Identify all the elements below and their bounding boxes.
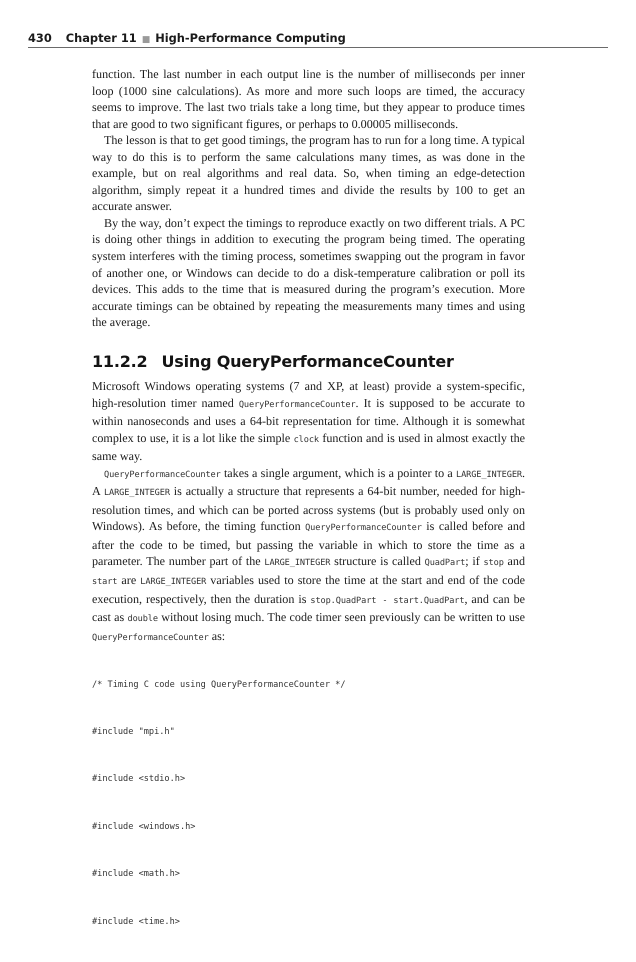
code-line: #include <math.h> — [92, 869, 180, 880]
inline-code: stop.QuadPart - start.QuadPart — [310, 595, 465, 606]
inline-code: stop — [483, 558, 504, 569]
code-line: /* Timing C code using QueryPerformanceCounter */ — [92, 679, 346, 690]
paragraph-3: By the way, don’t expect the timings to reproduce exactly on two different trials. A PC is doing other things in addition to executing the program being timed. The operating system interferes with the timing process, sometimes swapping out the program in favor of another one, or Windows can decide to do a disk-temperature calibration or poll its devices. This adds to the time that is measured during the program’s execution. More accurate timings can be obtained by repeating the measurements many times and using the average. — [92, 215, 525, 330]
inline-code: LARGE_INTEGER — [103, 488, 170, 499]
code-listing — [92, 646, 525, 962]
chapter-label: Chapter 11 — [65, 31, 137, 45]
inline-code: LARGE_INTEGER — [456, 469, 522, 480]
separator-square-icon: ■ — [141, 35, 151, 45]
section-number: 11.2.2 — [92, 352, 148, 371]
section-heading — [92, 352, 525, 371]
inline-code: QueryPerformanceCounter — [305, 523, 422, 534]
running-head — [28, 31, 346, 45]
chapter-title: High-Performance Computing — [155, 31, 346, 45]
inline-code: LARGE_INTEGER — [140, 577, 207, 588]
inline-code: QueryPerformanceCounter — [104, 469, 221, 480]
inline-code: QueryPerformanceCounter — [92, 632, 209, 643]
inline-code: double — [127, 614, 158, 625]
section-title: Using QueryPerformanceCounter — [161, 352, 454, 371]
body-text-top — [92, 66, 525, 331]
code-line: #include <time.h> — [92, 916, 180, 927]
header-rule — [28, 47, 608, 48]
inline-code: QuadPart — [424, 558, 466, 569]
inline-code: QueryPerformanceCounter — [238, 399, 356, 410]
body-text-section — [92, 378, 525, 646]
paragraph-5: QueryPerformanceCounter takes a single argument, which is a pointer to a LARGE_INTEGER. A LARGE_INTEGER is actually a structure that represents a 64-bit number, needed for high-resolution times, and which can be ported across systems (but is probably used only on Windows). As before, the timing function QueryPerformanceCounter is called before and after the code to be timed, but passing the variable in which to store the time as a parameter. The number part of the LARGE_INTEGER structure is called QuadPart; if stop and start are LARGE_INTEGER variables used to store the time at the start and end of the code execution, respectively, then the duration is stop.QuadPart - start.QuadPart, and can be cast as double without losing much. The code timer seen previously can be written to use QueryPerformanceCounter as: — [92, 465, 526, 643]
code-line: #include <stdio.h> — [92, 774, 186, 785]
code-line: #include <windows.h> — [92, 821, 196, 832]
paragraph-1: function. The last number in each output line is the number of milliseconds per inner loop (1000 sine calculations). As more and more such loops are timed, the accuracy seems to improve. The last two trials take a long time, but they appear to produce times that are good to two significant figures, or perhaps to 0.00005 milliseconds. — [92, 67, 525, 131]
inline-code: clock — [293, 434, 319, 445]
page-number: 430 — [28, 31, 52, 45]
inline-code: start — [92, 577, 118, 588]
code-line: #include "mpi.h" — [92, 726, 175, 737]
paragraph-4: Microsoft Windows operating systems (7 and XP, at least) provide a system-specific, high-resolution timer named QueryPerformanceCounter. It is supposed to be accurate to within nanoseconds and uses a 64-bit representation for time. Although it is somewhat complex to use, it is a lot like the simple clock function and is used in almost exactly the same way. — [92, 379, 525, 464]
paragraph-2: The lesson is that to get good timings, the program has to run for a long time. A typical way to do this is to perform the same calculations many times, as was done in the example, but on real algorithms and real data. So, when timing an edge-detection algorithm, simply repeat it a hundred times and divide the results by 100 to get an accurate answer. — [92, 133, 525, 214]
inline-code: LARGE_INTEGER — [264, 558, 331, 569]
